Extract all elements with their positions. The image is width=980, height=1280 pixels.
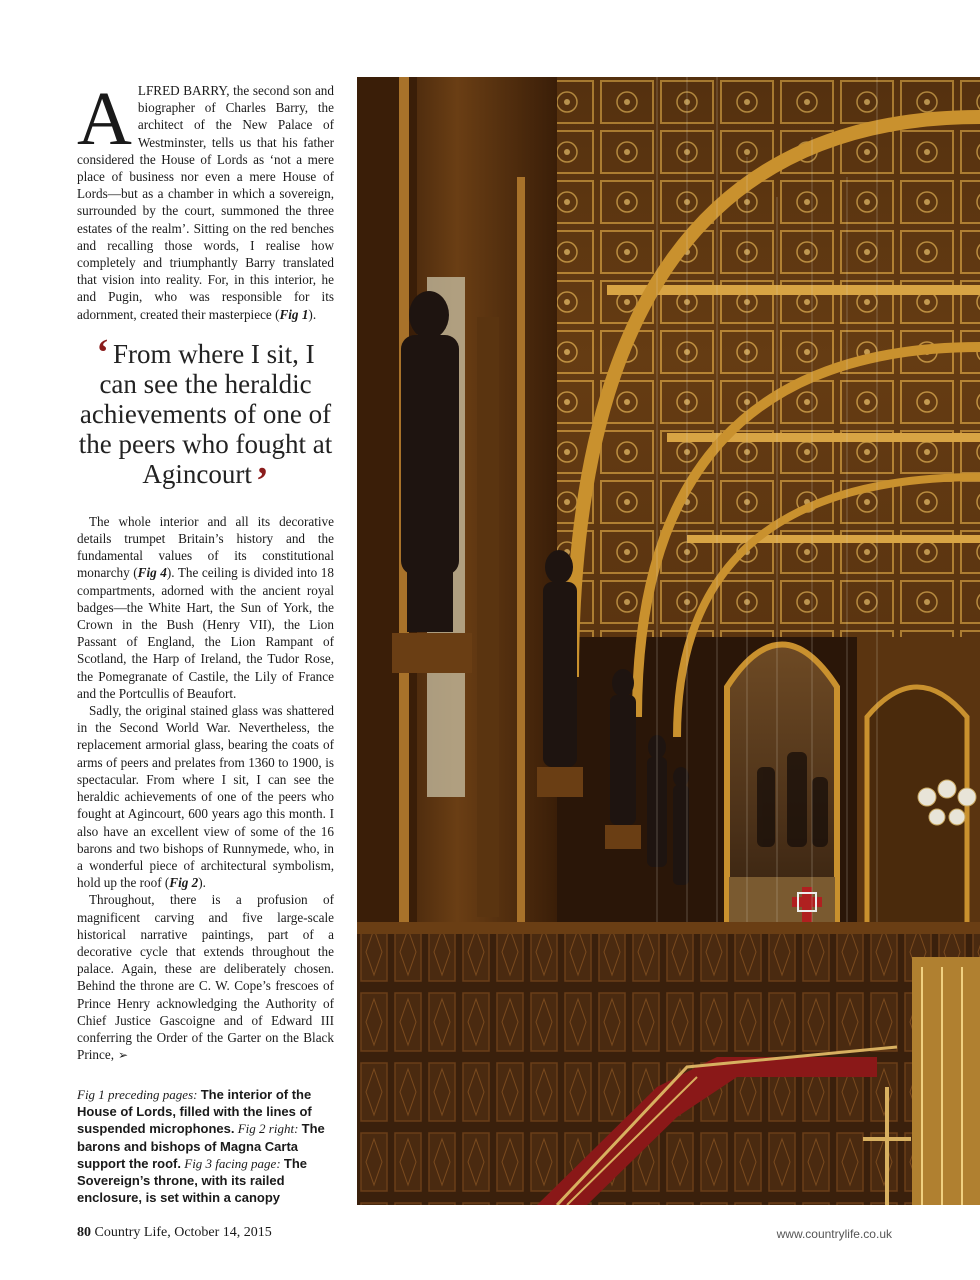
fig-reference: Fig 1 <box>279 306 309 322</box>
caption-fig1-text: The interior of the House of Lords, filled with the lines of suspended microphones. <box>77 1087 312 1137</box>
paragraph-4: Throughout, there is a profusion of magnificent carving and five large-scale historical narrative paintings, part of a decorative cycle that extends throughout the palace. Again, these are deliberately chosen. Behind the throne are C. W. Cope’s frescoes of Prince Henry acknowledging the Authority of Chief Justice Gascoigne and of Edward III conferring the Order of the Garter on the Black Prince, ➢ <box>77 892 334 1063</box>
drop-cap: A <box>77 77 132 161</box>
fig-reference: Fig 2 <box>169 875 199 891</box>
caption-fig2-text: The barons and bishops of Magna Carta support the roof. <box>77 1121 325 1171</box>
caption-fig1-label: Fig 1 preceding pages: <box>77 1087 198 1102</box>
paragraph-3: Sadly, the original stained glass was shattered in the Second World War. Nevertheless, the replacement armorial glass, bearing the coats of arms of peers and prelates from 1360 to 1900, is spectacular. From where I sit, I can see the heraldic achievements of one of the peers who fought at Agincourt, 600 years ago this month. I also have an excellent view of some of the 16 barons and two bishops of Runnymede, who, in a wonderful piece of architectural symbolism, hold up the roof (Fig 2). <box>77 703 334 891</box>
website-url: www.countrylife.co.uk <box>776 1227 892 1241</box>
quote-open-mark: ‘ <box>96 331 109 374</box>
article-body <box>77 77 334 323</box>
publication-info: Country Life, October 14, 2015 <box>94 1225 272 1240</box>
fig-reference: Fig 4 <box>137 565 167 581</box>
page-footer <box>77 1225 272 1241</box>
quote-close-mark: ’ <box>255 459 269 502</box>
pull-quote-text: From where I sit, I can see the heraldic achievements of one of the peers who fought at Agincourt <box>78 338 333 489</box>
pull-quote <box>77 331 334 502</box>
paragraph-2: The whole interior and all its decorative details trumpet Britain’s history and the fundamental values of its constitutional monarchy (Fig 4). The ceiling is divided into 18 compartments, adorned with the ancient royal badges—the White Hart, the Sun of York, the Crown in the Bush (Henry VII), the Lion Passant of England, the Lion Rampant of Scotland, the Harp of Ireland, the Tudor Rose, the Pomegranate of Castile, the Lily of France and the Portcullis of Beaufort. <box>77 513 334 701</box>
figure-caption <box>77 1086 339 1206</box>
article-body-continued <box>77 513 334 1065</box>
caption-fig2-label: Fig 2 right: <box>237 1121 299 1137</box>
article-column <box>77 77 334 1064</box>
caption-fig3-text: The Sovereign’s throne, with its railed enclosure, is set within a canopy <box>77 1155 308 1206</box>
house-of-lords-photo <box>357 77 980 1205</box>
page-number: 80 <box>77 1225 91 1240</box>
caption-fig3-label: Fig 3 facing page: <box>184 1155 281 1171</box>
intro-paragraph: ALFRED BARRY, the second son and biographer of Charles Barry, the architect of the New Palace of Westminster, tells us that his father considered the House of Lords as ‘not a mere place of business nor even a mere House of Lords—but as a chamber in which a sovereign, surrounded by the court, summoned the three estates of the realm’. Sitting on the red benches and recalling those words, I realise how completely and triumphantly Barry translated that vision into reality. For, in this interior, he and Pugin, who was responsible for its adornment, created their masterpiece (Fig 1). <box>77 77 334 322</box>
continue-arrow-icon: ➢ <box>118 1048 129 1063</box>
